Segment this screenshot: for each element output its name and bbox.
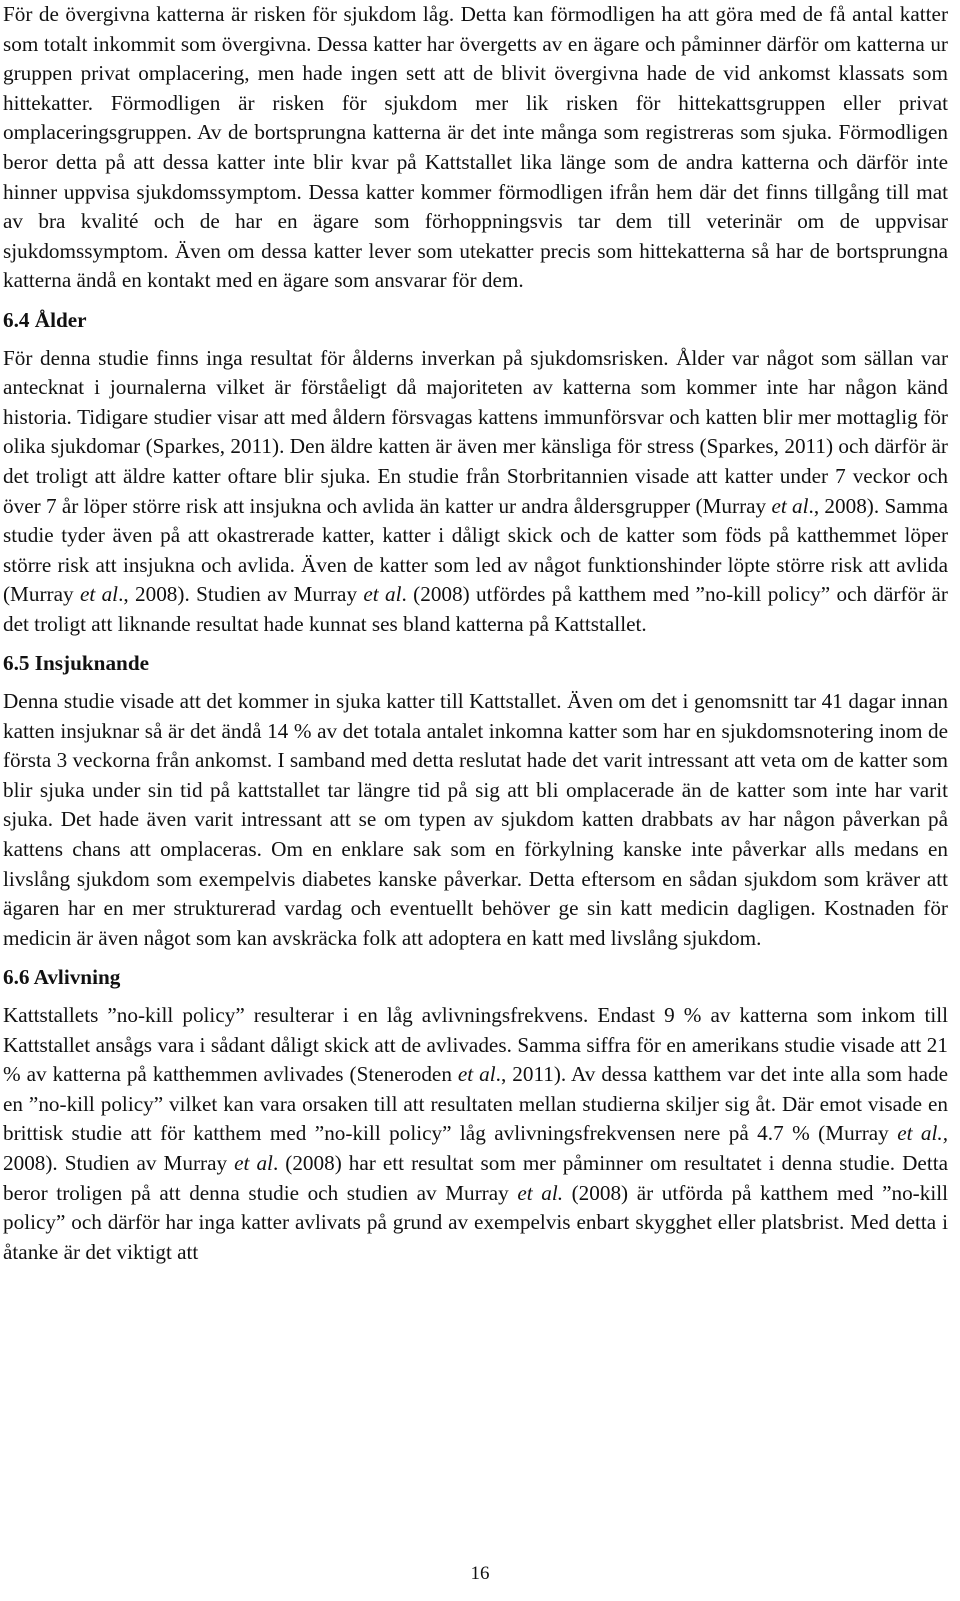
- italic-et-al: et al.: [517, 1180, 564, 1205]
- italic-et-al: et al: [234, 1150, 273, 1175]
- page-number: 16: [470, 1563, 490, 1584]
- document-page: [3, 0, 948, 1267]
- paragraph-alder: [3, 344, 948, 640]
- text-run: ., 2008). Studien av Murray: [118, 582, 364, 607]
- heading-6-4-alder: 6.4 Ålder: [3, 307, 87, 332]
- text-run: För denna studie finns inga resultat för ålderns inverkan på sjukdomsrisken. Ålder var något som sällan var antecknat i journalerna vilket är förståeligt då majoriteten av katterna som kommer inte har någon känd historia. Tidigare studier visar att med åldern försvagas kattens immunförsvar och katten blir mer mottaglig för olika sjukdomar (Sparkes, 2011). Den äldre katten är även mer känsliga för stress (Sparkes, 2011) och därför är det troligt att äldre katter oftare blir sjuka. En studie från Storbritannien visade att katter under 7 veckor och över 7 år löper större risk att insjukna och avlida än katter ur andra åldersgrupper (Murray: [3, 345, 948, 518]
- text-run: ., 2008). Samma studie tyder även på att okastrerade katter, katter i dåligt skick och de katter som föds på katthemmet löper större risk att insjukna och avlida. Även de katter som led av något funktionshinder löpte större risk att avlida (Murray: [3, 493, 948, 607]
- heading-6-5-insjuknande: 6.5 Insjuknande: [3, 651, 150, 676]
- italic-et-al: et al: [457, 1062, 496, 1087]
- paragraph-overgivna: För de övergivna katterna är risken för sjukdom låg. Detta kan förmodligen ha att göra med de få antal katter som totalt inkommit som övergivna. Dessa katter har övergetts av en ägare och påminner därför om katterna ur gruppen privat omplacering, men hade ingen sett att de blivit övergivna hade de vid ankomst klassats som hittekatter. Förmodligen är risken för sjukdom mer lik risken för hittekattsgruppen eller privat omplaceringsgruppen. Av de bortsprungna katterna är det inte många som registreras som sjuka. Förmodligen beror detta på att dessa katter inte blir kvar på Kattstallet lika länge som de andra katterna och därför inte hinner uppvisa sjukdomssymptom. Dessa katter kommer förmodligen ifrån hem där det finns tillgång till mat av bra kvalité och de har en ägare som förhoppningsvis tar dem till veterinär om de uppvisar sjukdomssymptom. Även om dessa katter lever som utekatter precis som hittekatterna så har de bortsprungna katterna ändå en kontakt med en ägare som ansvarar för dem.: [3, 2, 948, 293]
- paragraph-insjuknande: Denna studie visade att det kommer in sjuka katter till Kattstallet. Även om det i genomsnitt tar 41 dagar innan katten insjuknar så är det ändå 14 % av det totala antalet inkomna katter som har en sjukdomsnotering inom de första 3 veckorna från ankomst. I samband med detta reslutat hade det varit intressant att veta om de katter som blir sjuka under sin tid på kattstallet tar längre tid på sig att bli omplacerade än de katter som inte har varit sjuka. Det hade även varit intressant att se om typen av sjukdom katten drabbats av har någon påverkan på kattens chans att omplaceras. Om en enklare sak som en förkylning kanske inte påverkar alls medans en livslång sjukdom som exempelvis diabetes kanske påverkar. Detta eftersom en sådan sjukdom som kräver att ägaren har en mer strukturerad vardag och eventuellt behöver ge sin katt medicin dagligen. Kostnaden för medicin är även något som kan avskräcka folk att adoptera en katt med livslång sjukdom.: [3, 689, 948, 950]
- italic-et-al: et al.,: [897, 1121, 948, 1146]
- paragraph-avlivning: [3, 1001, 948, 1267]
- text-run: ., 2011). Av dessa katthem var det inte alla som hade en ”no-kill policy” vilket kan vara orsaken till att resultaten mellan studierna skiljer sig åt. Där emot visade en brittisk studie att för katthem med ”no-kill policy” låg avlivningsfrekvensen nere på 4.7 % (Murray: [3, 1062, 948, 1146]
- italic-et-al: et al: [79, 582, 119, 607]
- text-run: Kattstallets ”no-kill policy” resulterar i en låg avlivningsfrekvens. Endast 9 % av katterna som inkom till Kattstallet ansågs vara i sådant dåligt skick att de avlivades. Samma siffra för en amerikans studie visade att 21 % av katterna på katthemmen avlivades (Steneroden: [3, 1003, 948, 1087]
- text-run: 2008). Studien av Murray: [3, 1150, 235, 1175]
- text-run: . (2008) utfördes på katthem med ”no-kill policy” och därför är det troligt att liknande resultat hade kunnat ses bland katterna på Kattstallet.: [3, 582, 948, 636]
- italic-et-al: et al: [363, 582, 402, 607]
- italic-et-al: et al: [771, 493, 809, 518]
- text-run: . (2008) har ett resultat som mer påminner om resultatet i denna studie. Detta beror troligen på att denna studie och studien av Murray: [3, 1150, 948, 1205]
- heading-6-6-avlivning: 6.6 Avlivning: [3, 965, 121, 990]
- text-run: (2008) är utförda på katthem med ”no-kill policy” och därför har inga katter avlivats på grund av exempelvis enbart skygghet eller platsbrist. Med detta i åtanke är det viktigt att: [3, 1180, 948, 1264]
